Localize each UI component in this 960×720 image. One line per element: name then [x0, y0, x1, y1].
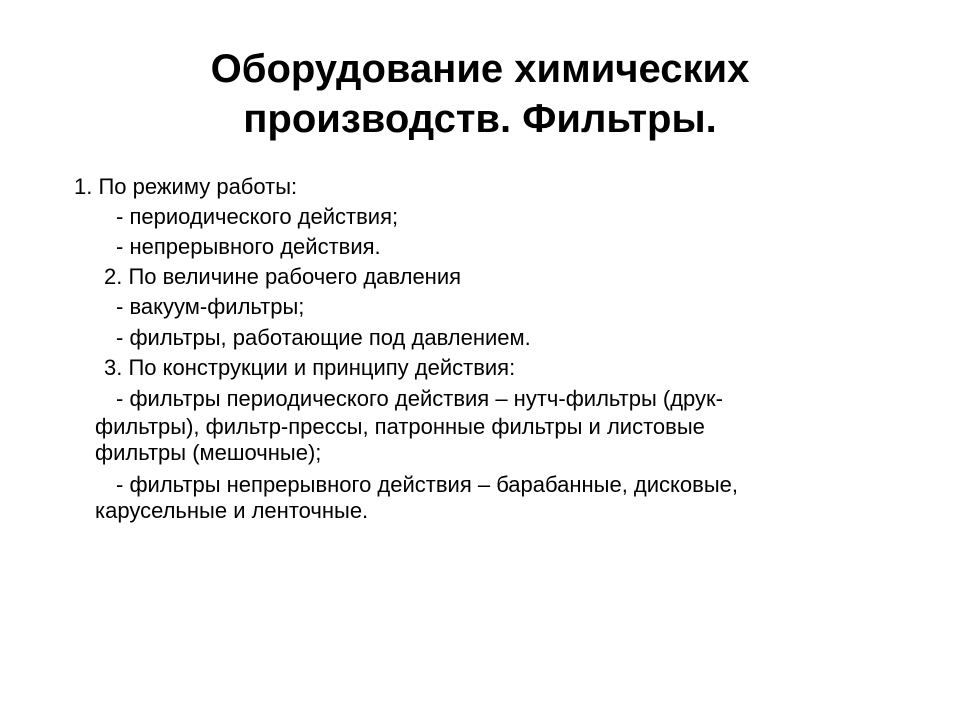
title-line-2: производств. Фильтры. [243, 97, 717, 141]
list-item-continuation: фильтры (мешочные); [95, 440, 322, 465]
list-heading-1: 1. По режиму работы: [74, 174, 298, 199]
list-heading-2: 2. По величине рабочего давления [104, 264, 462, 289]
title-line-1: Оборудование химических [210, 47, 750, 91]
list-item: - периодического действия; [116, 204, 399, 229]
list-item: - вакуум-фильтры; [116, 294, 305, 319]
list-heading-3: 3. По конструкции и принципу действия: [104, 355, 516, 380]
slide-title [0, 44, 960, 144]
list-item: - фильтры непрерывного действия – барабанные, дисковые, [116, 472, 738, 497]
list-item: - фильтры, работающие под давлением. [116, 325, 531, 350]
list-item-continuation: фильтры), фильтр-прессы, патронные фильтры и листовые [95, 414, 705, 439]
list-item: - фильтры периодического действия – нутч-фильтры (друк- [116, 386, 723, 411]
list-item: - непрерывного действия. [116, 234, 381, 259]
list-item-continuation: карусельные и ленточные. [95, 498, 369, 523]
